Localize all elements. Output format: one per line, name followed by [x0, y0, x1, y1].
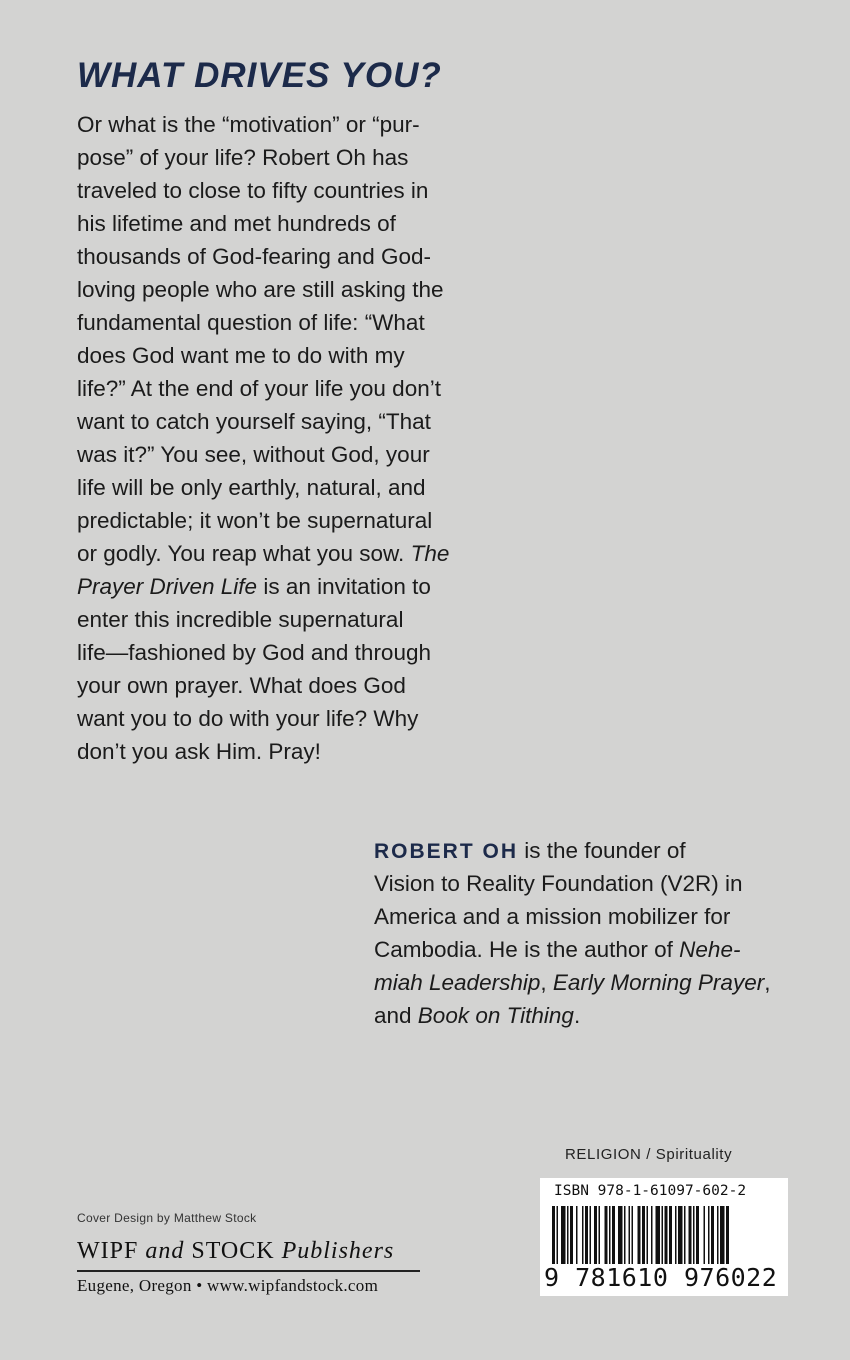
blurb-line: life—fashioned by God and through	[77, 640, 431, 665]
barcode-bar	[582, 1206, 584, 1264]
barcode-bar	[609, 1206, 611, 1264]
barcode-bar	[678, 1206, 683, 1264]
book-title: Book on Tithing	[417, 1003, 574, 1028]
bio-line: Vision to Reality Foundation (V2R) in	[374, 871, 743, 896]
blurb-line: Or what is the “motivation” or “pur-	[77, 112, 420, 137]
blurb-line: fundamental question of life: “What	[77, 310, 425, 335]
blurb-line: want to catch yourself saying, “That	[77, 409, 431, 434]
blurb-line: was it?” You see, without God, your	[77, 442, 430, 467]
blurb-line: loving people who are still asking the	[77, 277, 444, 302]
barcode-bar	[662, 1206, 664, 1264]
bio-text: is the founder of	[518, 838, 686, 863]
blurb-line: don’t you ask Him. Pray!	[77, 739, 321, 764]
barcode-bar	[594, 1206, 597, 1264]
bio-line	[374, 966, 814, 999]
blurb	[77, 108, 507, 768]
blurb-line: life?” At the end of your life you don’t	[77, 376, 441, 401]
bio-line	[374, 999, 814, 1032]
blurb-line	[77, 570, 507, 603]
publisher-name-part: STOCK	[184, 1238, 282, 1264]
bio-line: America and a mission mobilizer for	[374, 904, 731, 929]
barcode-bar	[561, 1206, 566, 1264]
barcode-bar	[629, 1206, 631, 1264]
blurb-line: traveled to close to fifty countries in	[77, 178, 429, 203]
bio-text: and	[374, 1003, 418, 1028]
book-title-part: The	[410, 541, 450, 566]
barcode-bar	[684, 1206, 686, 1264]
blurb-line	[77, 537, 507, 570]
category-label: RELIGION / Spirituality	[565, 1146, 733, 1163]
blurb-line: pose” of your life? Robert Oh has	[77, 145, 409, 170]
barcode-bar	[675, 1206, 677, 1264]
book-title: Nehe-	[679, 937, 741, 962]
barcode-bar	[570, 1206, 573, 1264]
blurb-line: want you to do with your life? Why	[77, 706, 419, 731]
barcode-bar	[711, 1206, 714, 1264]
publisher-name-part: WIPF	[77, 1238, 146, 1264]
barcode-bar	[599, 1206, 601, 1264]
publisher-name-part: Publishers	[281, 1238, 395, 1264]
barcode-bar	[708, 1206, 710, 1264]
barcode-bar	[656, 1206, 661, 1264]
barcode-bar	[693, 1206, 695, 1264]
barcode-bar	[669, 1206, 672, 1264]
barcode-bar	[704, 1206, 706, 1264]
bio-text: .	[573, 1003, 581, 1028]
blurb-line: predictable; it won’t be supernatural	[77, 508, 433, 533]
barcode-digits: 9 781610 976022	[544, 1263, 778, 1292]
barcode-bar	[557, 1206, 559, 1264]
bio-text: ,	[540, 970, 553, 995]
barcode-bar	[605, 1206, 608, 1264]
barcode-bar	[632, 1206, 634, 1264]
barcode-bar	[552, 1206, 555, 1264]
bio-line	[374, 834, 814, 867]
isbn-label: ISBN 978-1-61097-602-2	[554, 1183, 747, 1199]
blurb-text: or godly. You reap what you sow.	[77, 541, 405, 566]
barcode-bar	[642, 1206, 645, 1264]
barcode-bar	[612, 1206, 615, 1264]
bio-line	[374, 933, 814, 966]
bio-text: Cambodia. He is the author of	[374, 937, 680, 962]
barcode-bar	[720, 1206, 725, 1264]
author-name: ROBERT OH	[374, 840, 518, 863]
barcode-bar	[567, 1206, 569, 1264]
blurb-line: does God want me to do with my	[77, 343, 405, 368]
blurb-line: life will be only earthly, natural, and	[77, 475, 426, 500]
barcode-bar	[624, 1206, 626, 1264]
isbn-barcode	[540, 1178, 788, 1296]
barcode-bar	[651, 1206, 653, 1264]
barcode-bar	[590, 1206, 592, 1264]
barcode-bar	[665, 1206, 668, 1264]
barcode-bar	[689, 1206, 692, 1264]
blurb-line: his lifetime and met hundreds of	[77, 211, 396, 236]
barcode-bar	[717, 1206, 719, 1264]
barcode-bar	[726, 1206, 729, 1264]
publisher-address: Eugene, Oregon • www.wipfandstock.com	[77, 1276, 379, 1295]
publisher-name-part: and	[145, 1238, 185, 1264]
cover-design-credit: Cover Design by Matthew Stock	[77, 1211, 257, 1225]
publisher-divider	[77, 1270, 420, 1272]
headline: WHAT DRIVES YOU?	[77, 56, 442, 95]
blurb-text: is an invitation to	[257, 574, 431, 599]
blurb-line: thousands of God-fearing and God-	[77, 244, 431, 269]
bio-text: ,	[764, 970, 771, 995]
barcode-bar	[647, 1206, 649, 1264]
barcode-bar	[618, 1206, 623, 1264]
book-title: miah Leadership	[374, 970, 541, 995]
blurb-line: enter this incredible supernatural	[77, 607, 404, 632]
blurb-line: your own prayer. What does God	[77, 673, 406, 698]
barcode-bar	[576, 1206, 578, 1264]
barcode-bar	[696, 1206, 699, 1264]
book-title: Early Morning Prayer	[552, 970, 765, 995]
barcode-bars	[552, 1206, 776, 1264]
barcode-bar	[638, 1206, 641, 1264]
book-title-part: Prayer Driven Life	[77, 574, 258, 599]
barcode-bar	[585, 1206, 588, 1264]
author-bio	[374, 834, 814, 1032]
publisher-name	[77, 1238, 394, 1265]
